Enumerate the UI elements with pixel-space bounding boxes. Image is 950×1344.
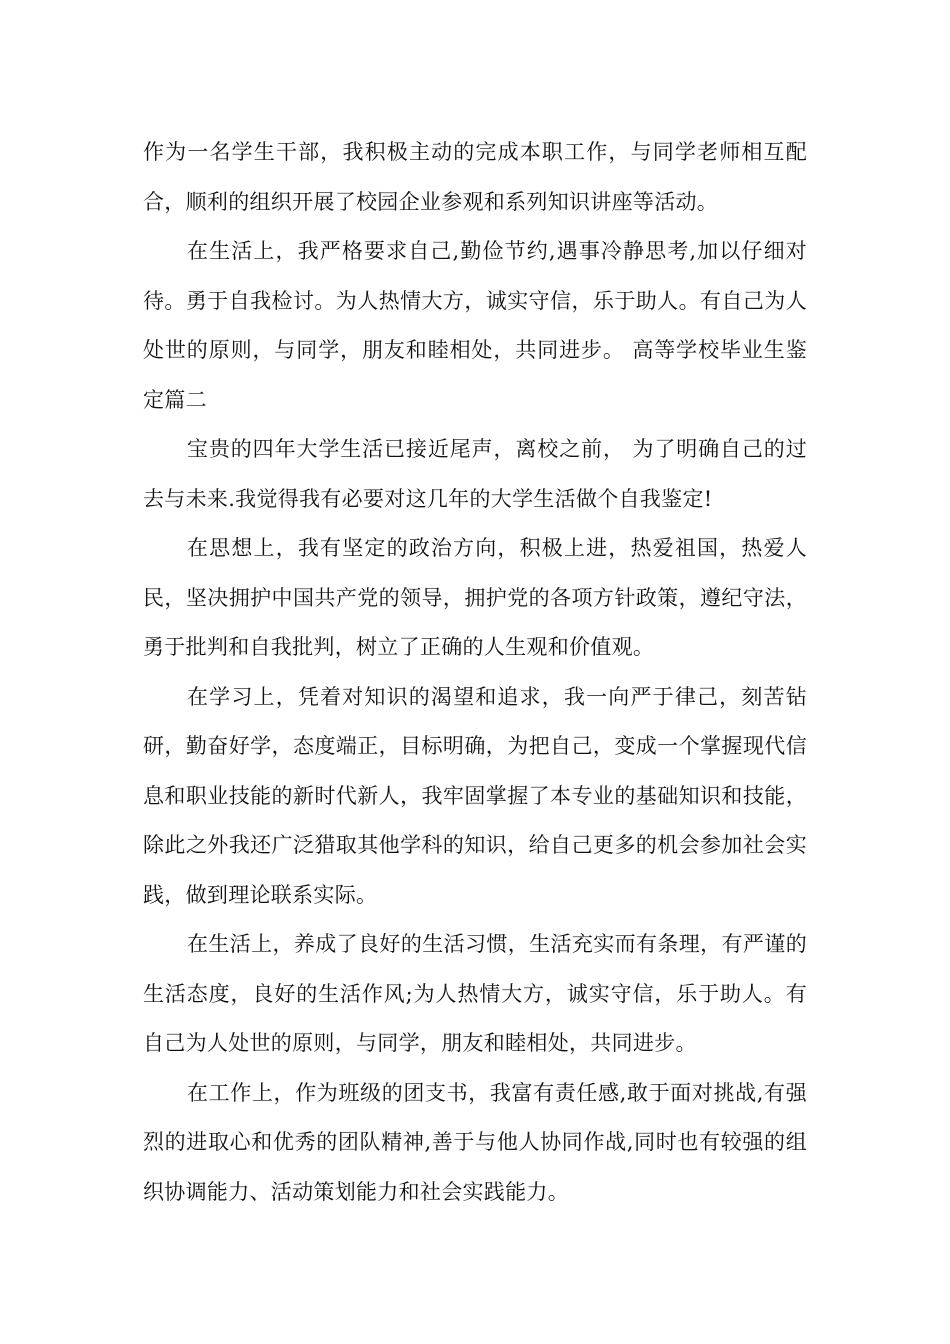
paragraph-work: 在工作上，作为班级的团支书，我富有责任感,敢于面对挑战,有强烈的进取心和优秀的团队精神,善于与他人协同作战,同时也有较强的组织协调能力、活动策划能力和社会实践能力。 [143,1080,807,1204]
paragraph-life-habits: 在生活上，养成了良好的生活习惯，生活充实而有条理，有严谨的生活态度，良好的生活作风;为人热情大方，诚实守信，乐于助人。有自己为人处世的原则，与同学，朋友和睦相处，共同进步。 [143,932,807,1055]
paragraph-student-cadre: 作为一名学生干部，我积极主动的完成本职工作，与同学老师相互配合，顺利的组织开展了校园企业参观和系列知识讲座等活动。 [143,140,807,214]
paragraph-university-intro: 宝贵的四年大学生活已接近尾声，离校之前， 为了明确自己的过去与未来.我觉得我有必要对这几年的大学生活做个自我鉴定! [143,437,807,511]
paragraph-life-attitude: 在生活上，我严格要求自己,勤俭节约,遇事冷静思考,加以仔细对待。勇于自我检讨。为人热情大方，诚实守信，乐于助人。有自己为人处世的原则，与同学，朋友和睦相处，共同进步。 高等学校毕业生鉴定篇二 [143,239,807,412]
document-page [143,128,807,1217]
paragraph-study: 在学习上，凭着对知识的渴望和追求，我一向严于律己，刻苦钻研，勤奋好学，态度端正，目标明确，为把自己，变成一个掌握现代信息和职业技能的新时代新人，我牢固掌握了本专业的基础知识和技能，除此之外我还广泛猎取其他学科的知识，给自己更多的机会参加社会实践，做到理论联系实际。 [143,684,807,907]
paragraph-ideology: 在思想上，我有坚定的政治方向，积极上进，热爱祖国，热爱人民，坚决拥护中国共产党的领导，拥护党的各项方针政策，遵纪守法，勇于批判和自我批判，树立了正确的人生观和价值观。 [143,536,807,659]
